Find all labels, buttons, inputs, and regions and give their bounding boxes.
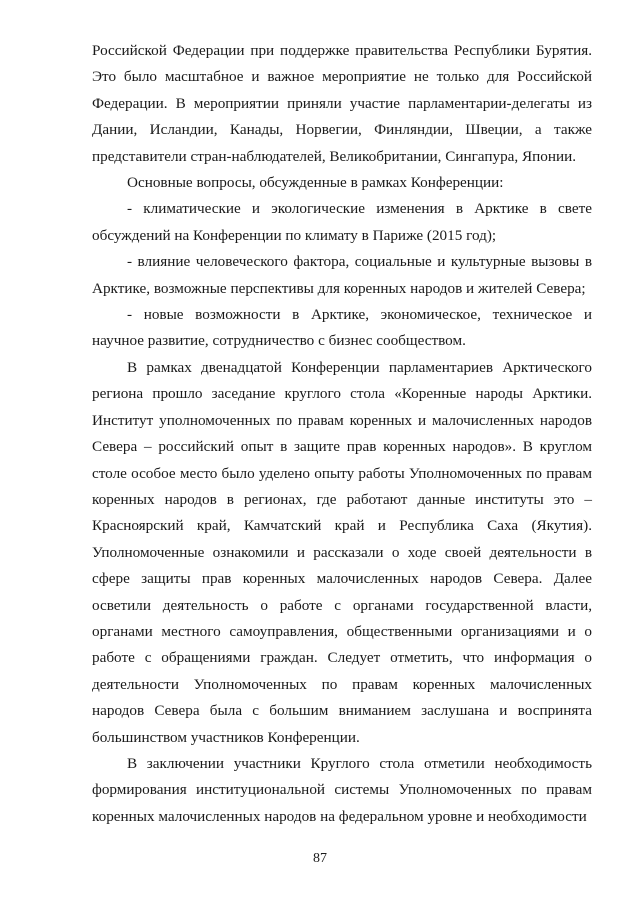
body-text xyxy=(92,38,592,830)
list-item-climate: - климатические и экологические изменения в Арктике в свете обсуждений на Конференции по климату в Париже (2015 год); xyxy=(92,200,592,244)
paragraph-conclusion: В заключении участники Круглого стола отметили необходимость формирования институциональной системы Уполномоченных по правам коренных малочисленных народов на федеральном уровне и необходимости xyxy=(92,754,592,825)
list-item-opportunities: - новые возможности в Арктике, экономическое, техническое и научное развитие, сотрудничество с бизнес сообществом. xyxy=(92,306,592,350)
paragraph-round-table: В рамках двенадцатой Конференции парламентариев Арктического региона прошло заседание круглого стола «Коренные народы Арктики. Институт уполномоченных по правам коренных и малочисленных народов Севера – российский опыт в защите прав коренных народов». В круглом столе особое место было уделено опыту работы Уполномоченных по правам коренных народов в регионах, где работают данные институты это – Красноярский край, Камчатский край и Республика Саха (Якутия). Уполномоченные ознакомили и рассказали о ходе своей деятельности в сфере защиты прав коренных малочисленных народов Севера. Далее осветили деятельность о работе с органами государственной власти, органами местного самоуправления, общественными организациями и о работе с обращениями граждан. Следует отметить, что информация о деятельности Уполномоченных по правам коренных малочисленных народов Севера была с большим вниманием заслушана и воспринята большинством участников Конференции. xyxy=(92,358,592,746)
page-number: 87 xyxy=(313,851,327,866)
paragraph-continuation: Российской Федерации при поддержке правительства Республики Бурятия. Это было масштабное и важное мероприятие не только для Российской Федерации. В мероприятии приняли участие парламентарии-делегаты из Дании, Исландии, Канады, Норвегии, Финляндии, Швеции, а также представители стран-наблюдателей, Великобритании, Сингапура, Японии. xyxy=(92,42,592,165)
paragraph-topics-intro: Основные вопросы, обсужденные в рамках Конференции: xyxy=(127,174,504,192)
list-item-human-factor: - влияние человеческого фактора, социальные и культурные вызовы в Арктике, возможные перспективы для коренных народов и жителей Севера; xyxy=(92,253,592,297)
